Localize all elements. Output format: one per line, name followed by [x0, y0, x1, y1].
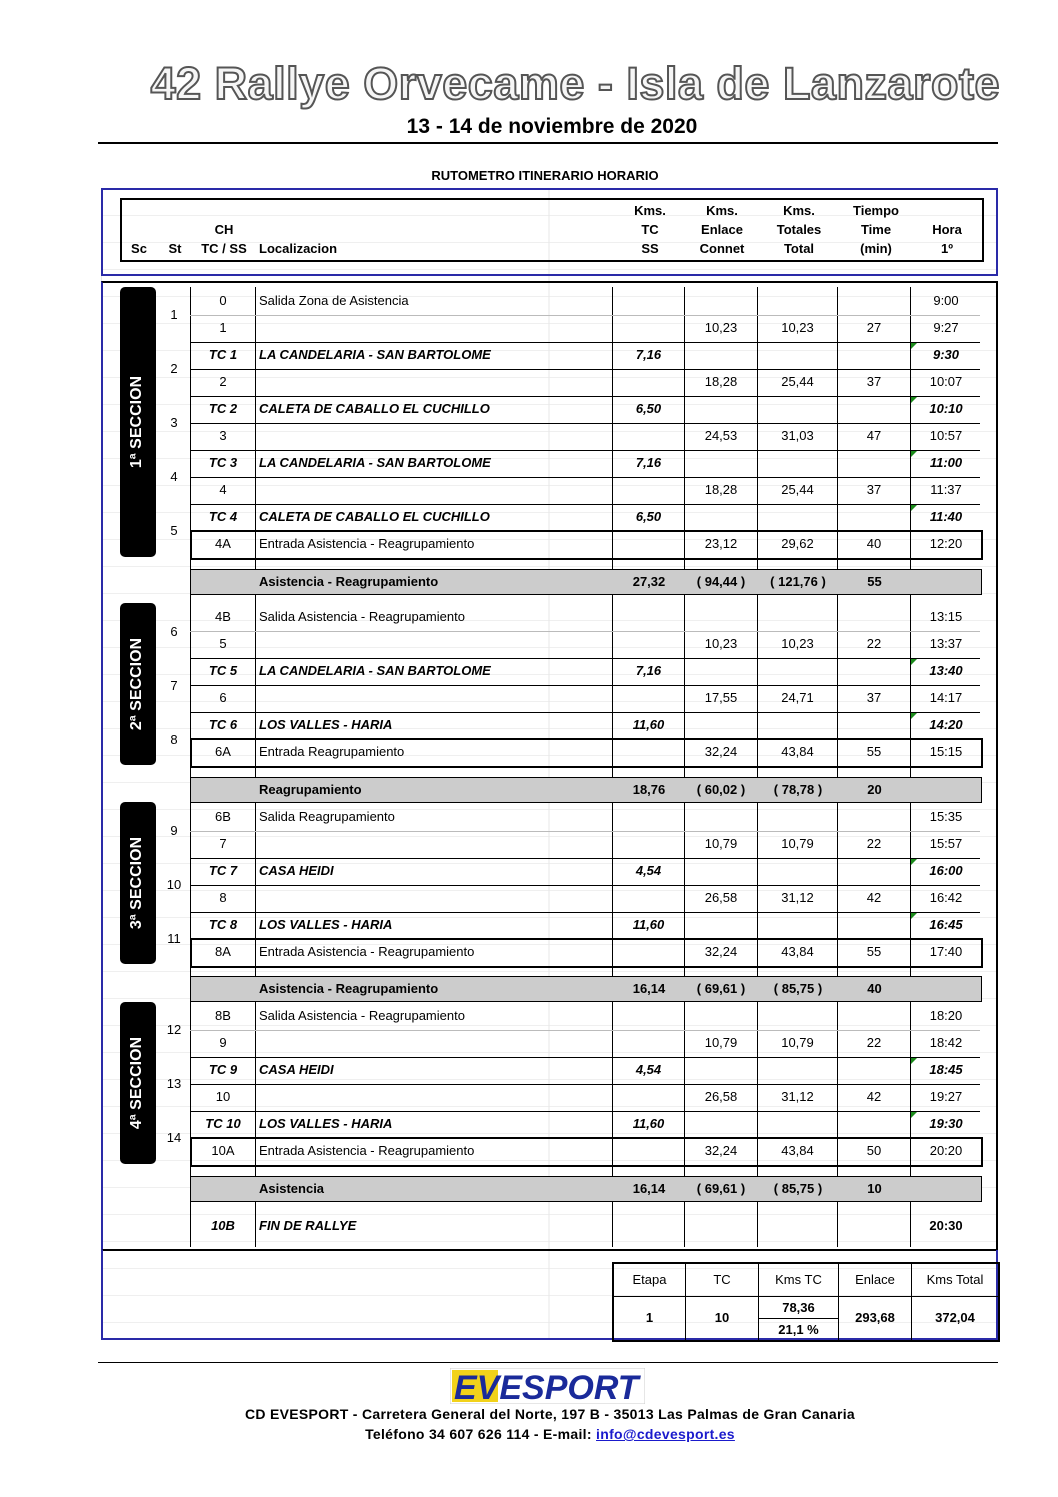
kms-total	[758, 1003, 837, 1029]
kms-total	[758, 450, 837, 476]
email-link[interactable]: info@cdevesport.es	[596, 1426, 735, 1442]
time-minutes	[838, 288, 910, 314]
control-point: 10	[215, 1089, 231, 1104]
hour: 9:00	[933, 293, 959, 308]
kms-enlace: 26,58	[704, 1089, 738, 1104]
totals-tc: 10	[714, 1310, 730, 1325]
col-sc: Sc	[131, 241, 147, 256]
kms-total: 43,84	[781, 944, 814, 959]
kms-tc: 7,16	[635, 663, 662, 678]
kms-tc	[613, 423, 684, 449]
totals-enlace: 293,68	[855, 1310, 895, 1325]
kms-tc	[613, 685, 684, 711]
location: Entrada Asistencia - Reagrupamiento	[259, 944, 475, 959]
kms-total	[758, 504, 837, 530]
time-marker-icon	[911, 1058, 917, 1064]
kms-tc	[613, 477, 684, 503]
totals-kms-tc: 78,36	[782, 1300, 815, 1315]
kms-total: 10,23	[781, 636, 814, 651]
col-kms-totales: Kms. Totales Total	[776, 203, 822, 256]
kms-total: 43,84	[781, 1143, 814, 1158]
assistance-entry-box	[190, 530, 983, 560]
control-point: 2	[219, 374, 227, 389]
hour: 10:10	[929, 401, 963, 416]
time-marker-icon	[911, 859, 917, 865]
kms-enlace: 10,23	[704, 636, 738, 651]
control-point: 8	[219, 890, 227, 905]
time-minutes	[838, 396, 910, 422]
location: LOS VALLES - HARIA	[259, 717, 393, 732]
location	[259, 1030, 609, 1056]
totals-header: Etapa	[632, 1272, 667, 1287]
totals-table	[612, 1262, 1000, 1342]
stage-number: 10	[166, 877, 182, 892]
control-point: 6	[219, 690, 227, 705]
hour: 16:42	[929, 890, 963, 905]
time-minutes	[838, 1111, 910, 1137]
assistance-entry-box	[190, 1137, 983, 1167]
time-minutes: 55	[866, 744, 882, 759]
totals-header: Kms Total	[926, 1272, 984, 1287]
hour: 13:37	[929, 636, 963, 651]
kms-tc	[613, 369, 684, 395]
kms-tc	[613, 831, 684, 857]
kms-total	[758, 1057, 837, 1083]
kms-total: 25,44	[781, 374, 814, 389]
kms-total	[758, 342, 837, 368]
stage-number: 8	[170, 732, 178, 747]
control-point: 10A	[211, 1143, 235, 1158]
control-point: 9	[219, 1035, 227, 1050]
hour: 16:00	[929, 863, 963, 878]
location	[259, 885, 609, 911]
kms-enlace: 24,53	[704, 428, 738, 443]
stage-number: 5	[170, 523, 178, 538]
kms-enlace: 10,23	[704, 320, 738, 335]
kms-enlace	[685, 396, 757, 422]
hour: 19:27	[929, 1089, 963, 1104]
location: Salida Asistencia - Reagrupamiento	[259, 1008, 465, 1023]
kms-total	[758, 804, 837, 830]
location	[259, 685, 609, 711]
kms-enlace	[685, 912, 757, 938]
kms-enlace	[685, 450, 757, 476]
footer-contact: Teléfono 34 607 626 114 - E-mail: info@cdevesport.es	[365, 1426, 735, 1442]
col-st: St	[168, 241, 182, 256]
kms-enlace	[685, 858, 757, 884]
kms-total	[758, 604, 837, 630]
location: Salida Reagrupamiento	[259, 809, 395, 824]
hour: 12:20	[929, 536, 963, 551]
time-minutes	[838, 912, 910, 938]
kms-enlace	[685, 342, 757, 368]
control-point: 0	[219, 293, 227, 308]
location	[259, 1084, 609, 1110]
stage-number: 12	[166, 1022, 182, 1037]
hour: 10:07	[929, 374, 963, 389]
totals-kms-total: 372,04	[935, 1310, 975, 1325]
location: Entrada Reagrupamiento	[259, 744, 405, 759]
time-minutes: 27	[866, 320, 882, 335]
kms-total: 10,79	[781, 1035, 814, 1050]
summary-row: Asistencia - Reagrupamiento 16,14 ( 69,61 ) ( 85,75 ) 40	[190, 976, 982, 1002]
hour: 11:00	[929, 455, 963, 470]
kms-tc: 6,50	[635, 509, 662, 524]
time-minutes	[838, 804, 910, 830]
document-heading: RUTOMETRO ITINERARIO HORARIO	[431, 168, 659, 183]
kms-tc	[613, 1084, 684, 1110]
location	[259, 831, 609, 857]
kms-enlace: 10,79	[704, 836, 738, 851]
kms-tc	[613, 885, 684, 911]
time-marker-icon	[911, 451, 917, 457]
location	[259, 315, 609, 341]
time-minutes	[838, 658, 910, 684]
rally-title: 42 Rallye Orvecame - Isla de Lanzarote	[150, 58, 1000, 109]
kms-enlace: 32,24	[704, 944, 738, 959]
hour: 17:40	[929, 944, 963, 959]
hour: 14:20	[929, 717, 963, 732]
location: LA CANDELARIA - SAN BARTOLOME	[259, 663, 491, 678]
hour: 18:42	[929, 1035, 963, 1050]
hour: 18:45	[929, 1062, 963, 1077]
column-header	[120, 198, 984, 262]
hour: 20:20	[929, 1143, 963, 1158]
finish-time: 20:30	[929, 1218, 963, 1233]
time-minutes: 47	[866, 428, 882, 443]
location: CASA HEIDI	[259, 863, 334, 878]
kms-total: 10,23	[781, 320, 814, 335]
rally-dates: 13 - 14 de noviembre de 2020	[406, 115, 698, 138]
control-point: TC 1	[208, 347, 238, 362]
col-kms-enlace: Kms. Enlace Connet	[699, 203, 745, 256]
kms-enlace: 32,24	[704, 1143, 738, 1158]
summary-row: Asistencia 16,14 ( 69,61 ) ( 85,75 ) 10	[190, 1176, 982, 1202]
control-point: 6A	[215, 744, 231, 759]
kms-total	[758, 912, 837, 938]
stage-number: 13	[166, 1076, 182, 1091]
kms-tc	[613, 604, 684, 630]
section-tab-4: 4ª SECCION	[120, 1002, 156, 1164]
control-point: 4	[219, 482, 227, 497]
location: Salida Zona de Asistencia	[259, 293, 409, 308]
hour: 14:17	[929, 690, 963, 705]
kms-total: 10,79	[781, 836, 814, 851]
kms-enlace	[685, 804, 757, 830]
control-point: 8B	[215, 1008, 231, 1023]
control-point: 1	[219, 320, 227, 335]
control-point: 7	[219, 836, 227, 851]
time-minutes	[838, 712, 910, 738]
time-minutes: 50	[866, 1143, 882, 1158]
kms-total	[758, 712, 837, 738]
time-minutes: 37	[866, 690, 882, 705]
time-minutes	[838, 450, 910, 476]
location: LOS VALLES - HARIA	[259, 917, 393, 932]
kms-enlace	[685, 712, 757, 738]
summary-row: Asistencia - Reagrupamiento 27,32 ( 94,44 ) ( 121,76 ) 55	[190, 569, 982, 595]
kms-enlace: 10,79	[704, 1035, 738, 1050]
kms-enlace: 17,55	[704, 690, 738, 705]
assistance-entry-box	[190, 938, 983, 968]
kms-tc: 6,50	[635, 401, 662, 416]
control-point: TC 3	[208, 455, 238, 470]
control-point: TC 8	[208, 917, 238, 932]
kms-total: 31,12	[781, 890, 814, 905]
kms-enlace	[685, 604, 757, 630]
time-marker-icon	[911, 505, 917, 511]
time-minutes	[838, 1057, 910, 1083]
stage-number: 1	[170, 307, 178, 322]
location	[259, 631, 609, 657]
control-point: TC 7	[208, 863, 238, 878]
kms-total: 43,84	[781, 744, 814, 759]
time-marker-icon	[911, 913, 917, 919]
control-point: 8A	[215, 944, 231, 959]
kms-total	[758, 288, 837, 314]
totals-header: Enlace	[855, 1272, 895, 1287]
time-minutes: 40	[866, 536, 882, 551]
finish-ch: 10B	[211, 1218, 235, 1233]
footer-address: CD EVESPORT - Carretera General del Norte, 197 B - 35013 Las Palmas de Gran Canaria	[244, 1406, 856, 1422]
stage-number: 4	[170, 469, 178, 484]
time-minutes	[838, 604, 910, 630]
control-point: 3	[219, 428, 227, 443]
hour: 13:40	[929, 663, 963, 678]
kms-total	[758, 396, 837, 422]
location	[259, 423, 609, 449]
totals-header: Kms TC	[775, 1272, 822, 1287]
stage-number: 7	[170, 678, 178, 693]
location: LA CANDELARIA - SAN BARTOLOME	[259, 347, 491, 362]
stage-number: 14	[166, 1130, 182, 1145]
stage-number: 3	[170, 415, 178, 430]
time-marker-icon	[911, 1112, 917, 1118]
kms-tc: 11,60	[632, 917, 665, 932]
location	[259, 477, 609, 503]
time-minutes	[838, 858, 910, 884]
kms-total: 31,03	[781, 428, 814, 443]
assistance-entry-box	[190, 738, 983, 768]
kms-total: 24,71	[781, 690, 814, 705]
kms-tc: 7,16	[635, 455, 662, 470]
kms-enlace: 23,12	[704, 536, 738, 551]
kms-total: 25,44	[781, 482, 814, 497]
kms-tc: 4,54	[635, 863, 662, 878]
kms-enlace	[685, 1111, 757, 1137]
col-tiempo: Tiempo Time (min)	[853, 203, 899, 256]
kms-tc	[613, 315, 684, 341]
time-minutes: 55	[866, 944, 882, 959]
time-marker-icon	[911, 659, 917, 665]
kms-total: 29,62	[781, 536, 814, 551]
time-minutes: 22	[866, 636, 882, 651]
kms-tc	[613, 1030, 684, 1056]
hour: 15:15	[929, 744, 963, 759]
kms-enlace: 18,28	[704, 482, 738, 497]
totals-etapa: 1	[645, 1310, 654, 1325]
kms-tc	[613, 631, 684, 657]
kms-enlace: 26,58	[704, 890, 738, 905]
section-tab-3: 3ª SECCION	[120, 802, 156, 964]
location: CALETA DE CABALLO EL CUCHILLO	[259, 401, 490, 416]
time-minutes	[838, 1003, 910, 1029]
finish-label: FIN DE RALLYE	[259, 1218, 357, 1233]
col-hora: Hora 1º	[932, 222, 962, 256]
col-ch: CH TC / SS	[201, 222, 247, 256]
hour: 11:37	[930, 482, 962, 497]
control-point: 5	[219, 636, 227, 651]
control-point: TC 5	[208, 663, 238, 678]
time-minutes: 37	[866, 482, 882, 497]
hour: 15:35	[929, 809, 963, 824]
kms-enlace	[685, 288, 757, 314]
control-point: TC 9	[208, 1062, 238, 1077]
time-minutes: 42	[866, 1089, 882, 1104]
time-minutes	[838, 504, 910, 530]
kms-tc: 11,60	[632, 717, 665, 732]
stage-number: 6	[170, 624, 178, 639]
control-point: TC 2	[208, 401, 238, 416]
kms-enlace	[685, 1057, 757, 1083]
hour: 10:57	[929, 428, 963, 443]
summary-row: Reagrupamiento 18,76 ( 60,02 ) ( 78,78 ) 20	[190, 777, 982, 803]
stage-number: 9	[170, 823, 178, 838]
control-point: TC 4	[208, 509, 238, 524]
hour: 9:30	[932, 347, 960, 362]
hour: 18:20	[929, 1008, 963, 1023]
kms-tc	[613, 804, 684, 830]
hour: 11:40	[929, 509, 963, 524]
control-point: 6B	[215, 809, 231, 824]
kms-total	[758, 858, 837, 884]
kms-tc	[613, 1003, 684, 1029]
control-point: TC 6	[208, 717, 238, 732]
time-marker-icon	[911, 713, 917, 719]
hour: 16:45	[929, 917, 963, 932]
location: LA CANDELARIA - SAN BARTOLOME	[259, 455, 491, 470]
hour: 13:15	[929, 609, 963, 624]
totals-header: TC	[713, 1272, 731, 1287]
header-rule	[98, 142, 998, 144]
time-minutes: 22	[866, 836, 882, 851]
evesport-logo	[450, 1368, 645, 1404]
footer-rule	[98, 1362, 998, 1363]
hour: 9:27	[933, 320, 959, 335]
totals-kms-tc-percent: 21,1 %	[778, 1322, 819, 1337]
control-point: TC 10	[205, 1116, 241, 1131]
time-minutes: 22	[866, 1035, 882, 1050]
kms-total: 31,12	[781, 1089, 814, 1104]
hour: 15:57	[929, 836, 963, 851]
svg-text:EVESPORT: EVESPORT	[454, 1369, 639, 1404]
location	[259, 369, 609, 395]
section-tab-1: 1ª SECCION	[120, 287, 156, 557]
kms-total	[758, 1111, 837, 1137]
time-marker-icon	[911, 343, 917, 349]
location: CASA HEIDI	[259, 1062, 334, 1077]
location: Entrada Asistencia - Reagrupamiento	[259, 536, 475, 551]
stage-number: 11	[167, 931, 181, 946]
col-localizacion: Localizacion	[259, 241, 338, 256]
hour: 19:30	[929, 1116, 963, 1131]
kms-enlace: 18,28	[704, 374, 738, 389]
col-kms-tc: Kms. TC SS	[634, 203, 666, 256]
kms-tc: 11,60	[632, 1116, 665, 1131]
kms-tc	[613, 288, 684, 314]
kms-tc: 4,54	[635, 1062, 662, 1077]
section-tab-2: 2ª SECCION	[120, 603, 156, 765]
control-point: 4A	[215, 536, 231, 551]
kms-enlace	[685, 504, 757, 530]
time-marker-icon	[911, 397, 917, 403]
kms-total	[758, 658, 837, 684]
kms-enlace	[685, 658, 757, 684]
time-minutes	[838, 342, 910, 368]
kms-enlace: 32,24	[704, 744, 738, 759]
time-minutes: 37	[866, 374, 882, 389]
location: Entrada Asistencia - Reagrupamiento	[259, 1143, 475, 1158]
time-minutes: 42	[866, 890, 882, 905]
control-point: 4B	[215, 609, 231, 624]
location: Salida Asistencia - Reagrupamiento	[259, 609, 465, 624]
stage-number: 2	[170, 361, 178, 376]
location: LOS VALLES - HARIA	[259, 1116, 393, 1131]
kms-enlace	[685, 1003, 757, 1029]
kms-tc: 7,16	[635, 347, 662, 362]
location: CALETA DE CABALLO EL CUCHILLO	[259, 509, 490, 524]
